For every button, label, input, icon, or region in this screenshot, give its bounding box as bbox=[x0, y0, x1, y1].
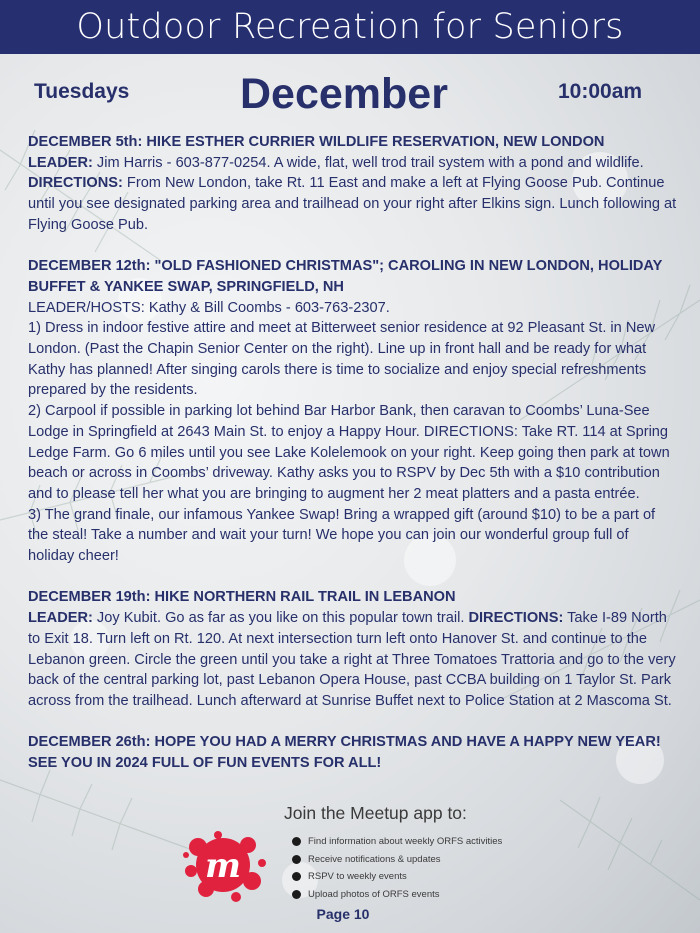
event-title: DECEMBER 12th: "OLD FASHIONED CHRISTMAS"; CAROLING IN NEW LONDON, HOLIDAY BUFFET & YANKEE SWAP, SPRINGFIELD, NH bbox=[28, 258, 663, 295]
meetup-feature-list bbox=[292, 833, 502, 903]
bullet-icon bbox=[292, 890, 301, 899]
event-title: DECEMBER 19th: HIKE NORTHERN RAIL TRAIL IN LEBANON bbox=[28, 589, 456, 606]
leader-text: Joy Kubit. Go as far as you like on this popular town trail. bbox=[92, 610, 469, 627]
event-hosts: LEADER/HOSTS: Kathy & Bill Coombs - 603-763-2307. bbox=[28, 299, 390, 316]
meetup-item-text: Receive notifications & updates bbox=[308, 853, 441, 865]
meetup-item bbox=[292, 851, 502, 869]
bullet-icon bbox=[292, 837, 301, 846]
day-label: Tuesdays bbox=[34, 80, 130, 103]
event-dec-19 bbox=[28, 587, 678, 711]
directions-label: DIRECTIONS: bbox=[468, 610, 564, 627]
month-heading: December bbox=[240, 70, 448, 118]
event-directions bbox=[28, 173, 678, 235]
time-label: 10:00am bbox=[558, 80, 643, 103]
event-item-1: 1) Dress in indoor festive attire and meet at Bitterweet senior residence at 92 Pleasant St. in New London. (Past the Chapin Senior Center on the right). Line up in front hall and be ready for what Kathy has planned! After singing carols there is time to socialize and enjoy special refreshments prepared by the residents. bbox=[28, 320, 656, 399]
event-dec-26 bbox=[28, 732, 678, 773]
event-title: DECEMBER 5th: HIKE ESTHER CURRIER WILDLIFE RESERVATION, NEW LONDON bbox=[28, 134, 605, 150]
page-banner bbox=[0, 0, 700, 54]
meetup-item bbox=[292, 833, 502, 851]
directions-text: Take I-89 North to Exit 18. Turn left on Rt. 120. At next intersection turn left onto Hanover St. and continue to the Lebanon green. Circle the green until you take a right at Three Tomatoes Trattoria and go to the very back of the central parking lot, past Lebanon Opera House, past CCBA building on 1 Taylor St. Park across from the trailhead. Lunch afterward at Sunrise Buffet next to Police Station at 2 Mascoma St. bbox=[28, 610, 676, 709]
event-item-3: 3) The grand finale, our infamous Yankee Swap! Bring a wrapped gift (around $10) to be a part of the steal! Take a number and wait your turn! We hope you can join our wonderful group full of holiday cheer! bbox=[28, 506, 656, 565]
meetup-logo-letter: m bbox=[205, 846, 241, 886]
leader-label: LEADER: bbox=[28, 154, 93, 171]
meetup-item-text: Find information about weekly ORFS activities bbox=[308, 836, 503, 847]
bullet-icon bbox=[292, 855, 301, 864]
directions-text: From New London, take Rt. 11 East and make a left at Flying Goose Pub. Continue until you see designated parking area and trailhead on your right after Elkins sign. Lunch following at Flying Goose Pub. bbox=[28, 175, 677, 233]
leader-label: LEADER: bbox=[28, 610, 93, 627]
page-title: Outdoor Recreation for Seniors bbox=[76, 7, 624, 47]
event-dec-5 bbox=[28, 132, 678, 236]
directions-label: DIRECTIONS: bbox=[28, 175, 123, 192]
event-item-2: 2) Carpool if possible in parking lot behind Bar Harbor Bank, then caravan to Coombs’ Luna-See Lodge in Springfield at 2643 Main St. to enjoy a Happy Hour. DIRECTIONS: Take RT. 114 at Spring Ledge Farm. Go 6 miles until you see Lake Kolelemook on your right. Keep going then park at town beach or across in Coombs’ driveway. Kathy asks you to RSPV by Dec 5th with a $10 contribution and to please tell her what you are bringing to augment her 2 meat platters and a pasta entrée. bbox=[28, 403, 670, 502]
event-dec-12 bbox=[28, 256, 678, 567]
schedule-header bbox=[0, 70, 700, 126]
bullet-icon bbox=[292, 872, 301, 881]
page-number: Page 10 bbox=[316, 906, 370, 922]
meetup-item-text: Upload photos of ORFS events bbox=[308, 888, 440, 900]
meetup-title: Join the Meetup app to: bbox=[284, 803, 467, 823]
event-leader bbox=[28, 153, 678, 174]
event-leader-directions bbox=[28, 608, 678, 712]
meetup-item bbox=[292, 886, 502, 904]
events-list bbox=[28, 132, 678, 794]
meetup-item bbox=[292, 868, 502, 886]
meetup-logo-icon[interactable] bbox=[178, 825, 268, 903]
meetup-item-text: RSPV to weekly events bbox=[308, 871, 407, 883]
event-title: DECEMBER 26th: HOPE YOU HAD A MERRY CHRISTMAS AND HAVE A HAPPY NEW YEAR! SEE YOU IN 2024 FULL OF FUN EVENTS FOR ALL! bbox=[28, 734, 661, 772]
meetup-promo bbox=[178, 803, 558, 903]
leader-text: Jim Harris - 603-877-0254. A wide, flat, well trod trail system with a pond and wildlife. bbox=[92, 154, 644, 171]
